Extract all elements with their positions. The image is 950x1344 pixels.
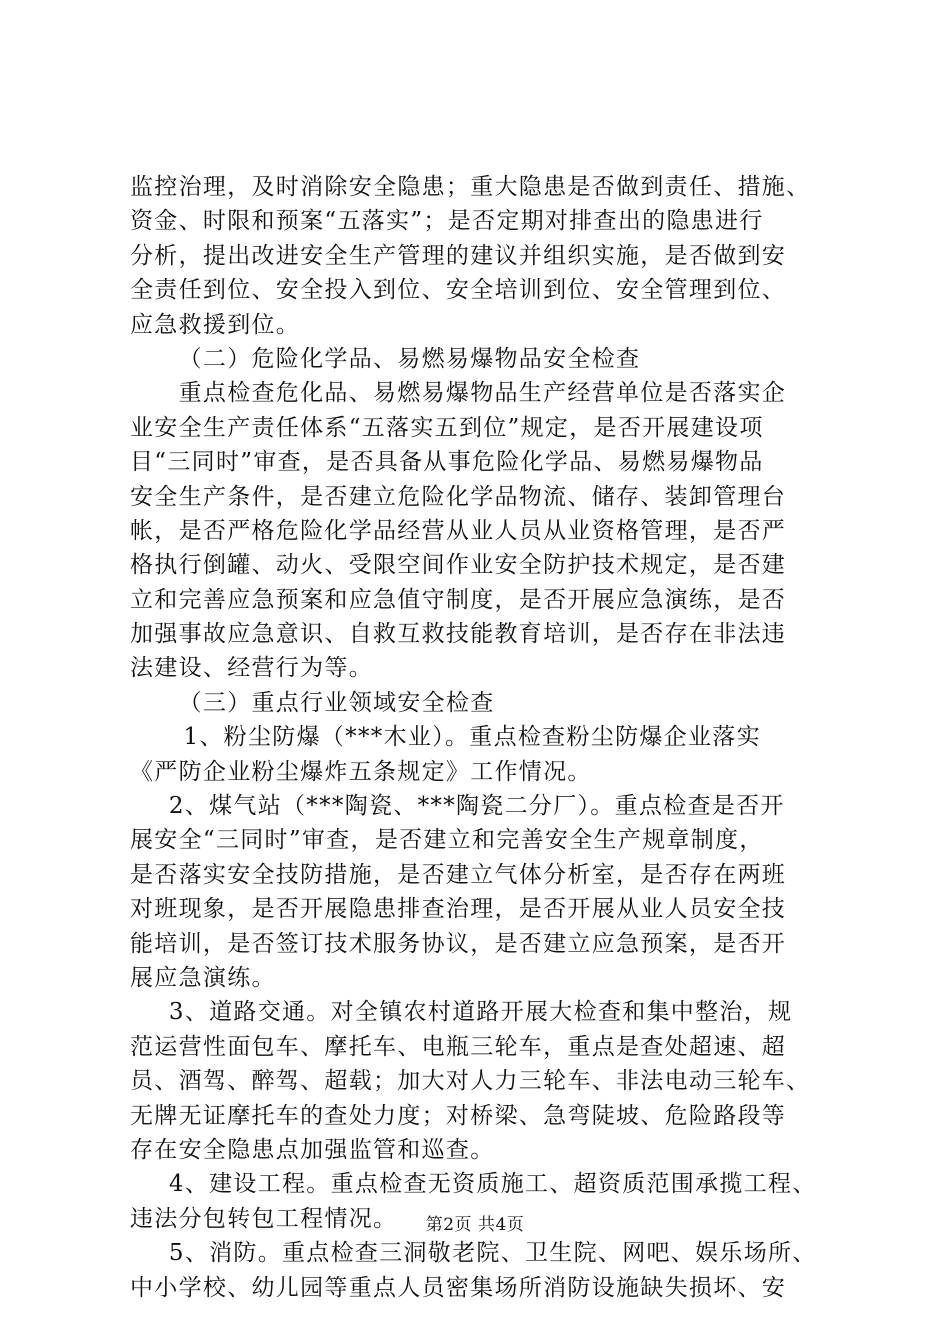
text-line: 中小学校、幼儿园等重点人员密集场所消防设施缺失损坏、安	[130, 1274, 787, 1301]
text-line: 5、消防。重点检查三洞敬老院、卫生院、网吧、娱乐场所、	[168, 1240, 817, 1267]
text-line: 业安全生产责任体系“五落实五到位”规定，是否开展建设项	[130, 414, 764, 441]
page-footer: 第2页 共4页	[425, 1215, 525, 1235]
text-line: 4、建设工程。重点检查无资质施工、超资质范围承揽工程、	[168, 1171, 817, 1198]
text-line: 立和完善应急预案和应急值守制度，是否开展应急演练，是否	[130, 586, 787, 613]
text-line: （三）重点行业领域安全检查	[178, 689, 495, 716]
text-line: 对班现象，是否开展隐患排查治理，是否开展从业人员安全技	[130, 896, 787, 923]
text-line: 重点检查危化品、易燃易爆物品生产经营单位是否落实企	[178, 380, 787, 407]
text-line: 能培训，是否签订技术服务协议，是否建立应急预案，是否开	[130, 930, 787, 957]
text-line: 《严防企业粉尘爆炸五条规定》工作情况。	[130, 758, 592, 785]
text-line: 分析，提出改进安全生产管理的建议并组织实施，是否做到安	[130, 242, 787, 269]
text-line: 3、道路交通。对全镇农村道路开展大检查和集中整治，规	[168, 999, 793, 1026]
text-line: 是否落实安全技防措施，是否建立气体分析室，是否存在两班	[130, 861, 787, 888]
text-line: 展安全“三同时”审查，是否建立和完善安全生产规章制度，	[130, 827, 764, 854]
text-line: 监控治理，及时消除安全隐患；重大隐患是否做到责任、措施、	[130, 174, 811, 200]
text-line: 目“三同时”审查，是否具备从事危险化学品、易燃易爆物品	[130, 449, 764, 476]
text-line: （二）危险化学品、易燃易爆物品安全检查	[178, 345, 641, 372]
text-line: 加强事故应急意识、自救互救技能教育培训，是否存在非法违	[130, 621, 787, 648]
text-line: 帐，是否严格危险化学品经营从业人员从业资格管理，是否严	[130, 517, 787, 544]
text-line: 法建设、经营行为等。	[130, 655, 373, 682]
text-line: 资金、时限和预案“五落实”；是否定期对排查出的隐患进行	[130, 208, 764, 235]
document-body	[130, 170, 840, 1305]
text-line: 员、酒驾、醉驾、超载；加大对人力三轮车、非法电动三轮车、	[130, 1068, 811, 1095]
text-line: 存在安全隐患点加强监管和巡查。	[130, 1136, 495, 1163]
text-line: 展应急演练。	[130, 964, 276, 991]
text-line: 2、煤气站（***陶瓷、***陶瓷二分厂）。重点检查是否开	[168, 793, 785, 820]
text-line: 违法分包转包工程情况。	[130, 1205, 398, 1232]
text-line: 格执行倒罐、动火、受限空间作业安全防护技术规定，是否建	[130, 552, 787, 579]
text-line: 无牌无证摩托车的查处力度；对桥梁、急弯陡坡、危险路段等	[130, 1102, 787, 1129]
text-line: 1、粉尘防爆（***木业）。重点检查粉尘防爆企业落实	[183, 724, 761, 751]
text-line: 安全生产条件，是否建立危险化学品物流、储存、装卸管理台	[130, 483, 787, 510]
text-line: 范运营性面包车、摩托车、电瓶三轮车，重点是查处超速、超	[130, 1033, 787, 1060]
text-line: 全责任到位、安全投入到位、安全培训到位、安全管理到位、	[130, 277, 787, 304]
text-line: 应急救援到位。	[130, 311, 301, 338]
